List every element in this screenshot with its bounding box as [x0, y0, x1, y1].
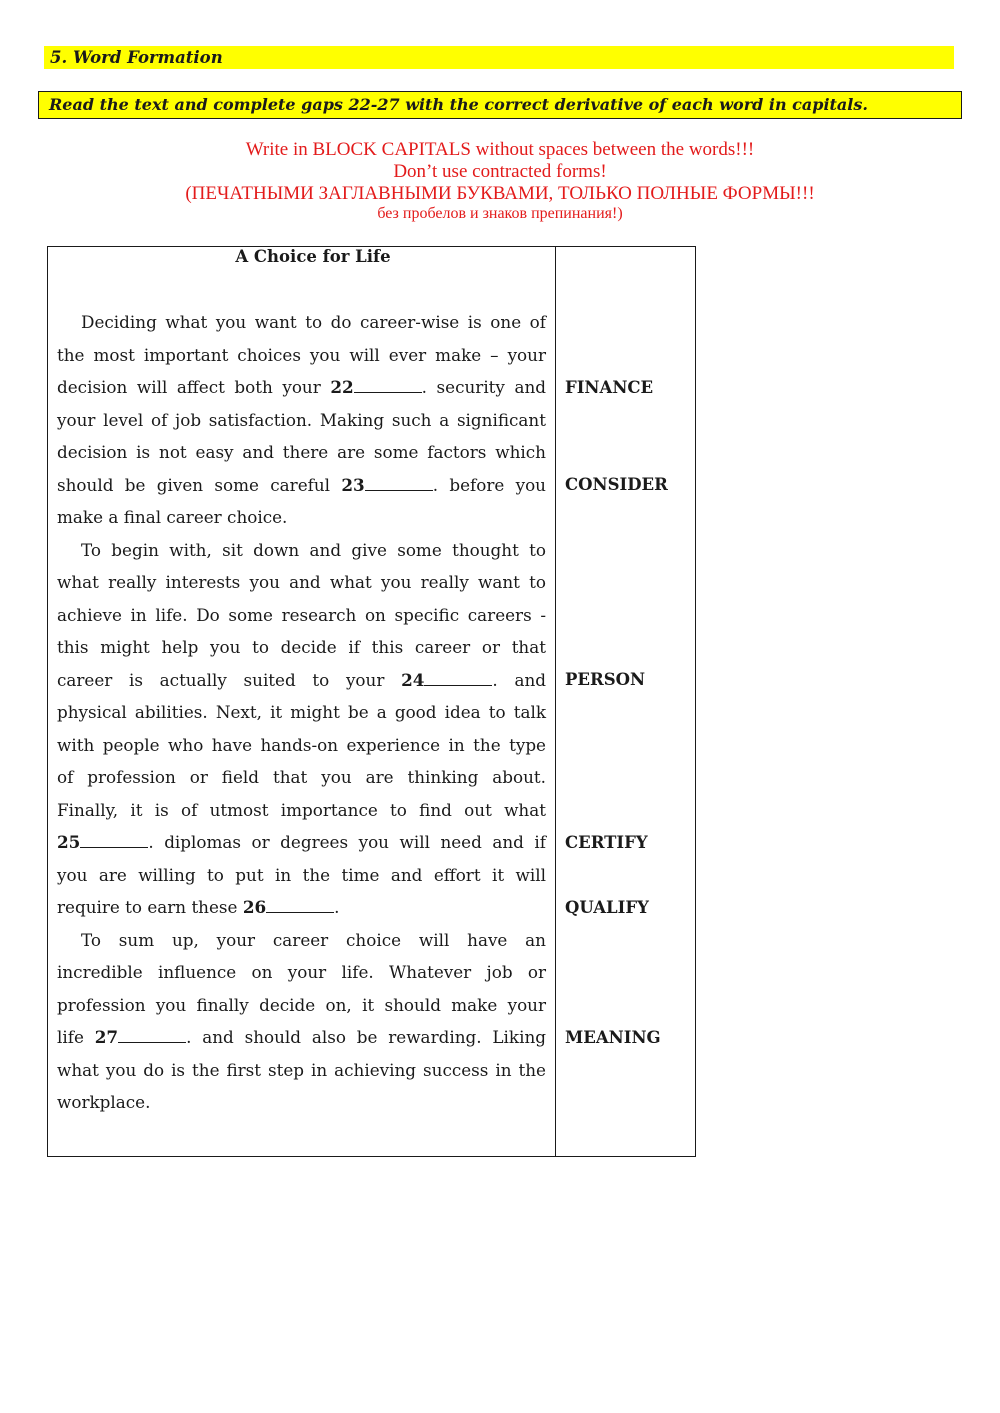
- text-line: [57, 311, 546, 343]
- text-line: [57, 799, 546, 831]
- text-segment: incredible influence on your life. Whatever job or: [57, 962, 546, 982]
- text-segment: To sum up, your career choice will have an: [81, 929, 546, 950]
- gap-number: 27: [94, 1027, 119, 1047]
- text-segment: your level of job satisfaction. Making such a significant: [57, 409, 546, 430]
- text-segment: life: [57, 1027, 95, 1047]
- text-segment: make a final career choice.: [57, 507, 288, 527]
- gap-blank[interactable]: [266, 898, 334, 913]
- text-line: [57, 571, 546, 603]
- gap-blank[interactable]: [424, 671, 492, 686]
- keyword-27: MEANING: [565, 1028, 661, 1047]
- text-segment: this might help you to decide if this career or that: [57, 637, 546, 657]
- note-russian-no-spaces: без пробелов и знаков препинания!): [377, 205, 623, 222]
- text-segment: physical abilities. Next, it might be a good idea to talk: [57, 702, 546, 722]
- gap-number: 25: [57, 832, 81, 852]
- text-segment: . security and: [421, 377, 547, 397]
- text-line: [57, 1091, 546, 1123]
- text-line: [57, 994, 546, 1026]
- text-line: [57, 344, 546, 376]
- text-segment: with people who have hands-on experience in the type: [57, 734, 546, 755]
- text-line: [57, 506, 546, 538]
- text-line: [57, 701, 546, 733]
- text-segment: Deciding what you want to do career-wise is one of: [81, 312, 546, 332]
- text-segment: what you do is the first step in achieving success in the: [57, 1059, 546, 1080]
- gap-number: 26: [242, 897, 267, 917]
- text-line: [57, 1026, 546, 1058]
- text-segment: workplace.: [57, 1092, 151, 1112]
- text-segment: . and should also be rewarding. Liking: [186, 1027, 546, 1047]
- text-segment: decision will affect both your: [57, 377, 331, 397]
- text-segment: . and: [492, 669, 546, 690]
- text-line: [57, 864, 546, 896]
- gap-blank[interactable]: [365, 476, 433, 491]
- text-line: [57, 1059, 546, 1091]
- text-segment: . diplomas or degrees you will need and if: [148, 832, 546, 852]
- text-segment: achieve in life. Do some research on specific careers -: [57, 604, 546, 625]
- gap-blank[interactable]: [80, 833, 148, 848]
- text-line: [57, 734, 546, 766]
- text-line: [57, 669, 546, 701]
- text-line: [57, 376, 546, 408]
- text-segment: profession you finally decide on, it should make your: [57, 994, 546, 1015]
- text-segment: Finally, it is of utmost importance to find out what: [57, 799, 546, 820]
- gap-blank[interactable]: [118, 1028, 186, 1043]
- note-russian-capitals: (ПЕЧАТНЫМИ ЗАГЛАВНЫМИ БУКВАМИ, ТОЛЬКО ПОЛНЫЕ ФОРМЫ!!!: [185, 183, 815, 204]
- text-segment: career is actually suited to your: [57, 669, 402, 690]
- text-segment: what really interests you and what you really want to: [57, 572, 546, 592]
- text-segment: To begin with, sit down and give some thought to: [81, 539, 546, 560]
- text-segment: .: [334, 897, 340, 917]
- task-instruction: Read the text and complete gaps 22-27 with the correct derivative of each word in capitals.: [38, 91, 962, 119]
- text-line: [57, 896, 546, 928]
- keyword-24: PERSON: [565, 670, 646, 689]
- section-title: 5. Word Formation: [44, 46, 954, 69]
- keyword-26: QUALIFY: [565, 898, 649, 917]
- keyword-23: CONSIDER: [565, 475, 668, 494]
- note-block-capitals: Write in BLOCK CAPITALS without spaces between the words!!!: [245, 139, 755, 160]
- text-segment: . before you: [432, 474, 546, 495]
- text-line: [57, 636, 546, 668]
- gap-number: 22: [330, 377, 354, 397]
- text-line: [57, 766, 546, 798]
- gap-number: 24: [401, 669, 425, 690]
- gap-number: 23: [341, 474, 365, 495]
- gap-blank[interactable]: [354, 378, 422, 393]
- text-line: [57, 409, 546, 441]
- text-line: [57, 831, 546, 863]
- text-segment: require to earn these: [57, 897, 243, 917]
- keyword-22: FINANCE: [565, 378, 654, 397]
- text-line: [57, 441, 546, 473]
- text-segment: the most important choices you will ever make – your: [57, 344, 546, 365]
- keyword-25: CERTIFY: [565, 833, 648, 852]
- note-no-contractions: Don’t use contracted forms!: [393, 161, 607, 182]
- column-divider: [555, 246, 556, 1157]
- text-line: [57, 474, 546, 506]
- text-segment: you are willing to put in the time and effort it will: [57, 864, 546, 885]
- text-line: [57, 604, 546, 636]
- text-segment: should be given some careful: [57, 474, 342, 495]
- text-line: [57, 929, 546, 961]
- text-line: [57, 961, 546, 993]
- text-segment: decision is not easy and there are some factors which: [57, 442, 546, 462]
- text-line: [57, 539, 546, 571]
- text-title: A Choice for Life: [235, 247, 391, 266]
- text-segment: of profession or field that you are thinking about.: [57, 767, 546, 787]
